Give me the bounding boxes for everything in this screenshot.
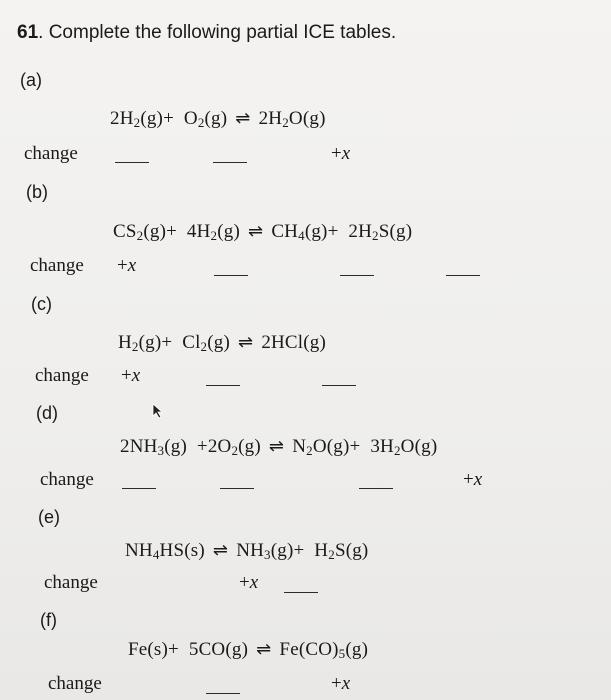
part-d-blank-o2 — [220, 488, 254, 489]
part-e-change-label: change — [44, 572, 98, 593]
part-c-blank-hcl — [322, 385, 356, 386]
part-a-change-label: change — [24, 143, 78, 164]
equilibrium-arrow-icon: ⇌ — [238, 332, 254, 352]
part-c-change-label: change — [35, 365, 89, 386]
part-d-change-h2o: +x — [463, 469, 483, 490]
part-a-label: (a) — [20, 70, 42, 90]
part-d-equation: $2NH_3(g) +2O_2(g)$ ⇌ $N_2O(g)+ 3H_2O(g)$ — [120, 436, 438, 458]
part-e-change-nh3: +x — [239, 572, 259, 593]
question-text: . Complete the following partial ICE tables. — [38, 22, 397, 43]
part-b-change-cs2: +x — [117, 255, 137, 276]
part-d-blank-n2o — [359, 488, 393, 489]
part-d-blank-nh3 — [122, 488, 156, 489]
mouse-pointer-icon — [151, 403, 165, 419]
equilibrium-arrow-icon: ⇌ — [235, 108, 251, 128]
part-d-label: (d) — [36, 403, 58, 423]
part-f-blank-co — [206, 693, 240, 694]
equilibrium-arrow-icon: ⇌ — [256, 639, 272, 659]
part-c-equation: $H_2(g)+ Cl_2(g)$ ⇌ 2HCl(g) — [118, 332, 327, 354]
question-heading — [17, 22, 396, 44]
part-f-change-feco5: +x — [331, 673, 351, 694]
part-a-equation: $2H_2(g)+ O_2(g)$ ⇌ $2H_2O(g)$ — [110, 108, 326, 130]
part-f-change-label: change — [48, 673, 102, 694]
part-b-change-label: change — [30, 255, 84, 276]
part-b-equation: $CS_2(g)+ 4H_2(g)$ ⇌ $CH_4(g)+ 2H_2S(g)$ — [113, 221, 413, 243]
part-a-blank-o2 — [213, 162, 247, 163]
part-c-change-h2: +x — [121, 365, 141, 386]
part-c-blank-cl2 — [206, 385, 240, 386]
part-e-blank-h2s — [284, 592, 318, 593]
part-e-label: (e) — [38, 507, 60, 527]
part-d-change-label: change — [40, 469, 94, 490]
part-f-equation: Fe(s)+ 5CO(g) ⇌ $Fe(CO)_5(g)$ — [128, 639, 369, 661]
part-a-blank-h2 — [115, 162, 149, 163]
equilibrium-arrow-icon: ⇌ — [268, 436, 285, 456]
part-a-change-h2o: +x — [331, 143, 351, 164]
part-f-label: (f) — [40, 610, 57, 630]
part-b-blank-h2 — [214, 275, 248, 276]
question-number: 61 — [17, 22, 39, 43]
part-c-label: (c) — [31, 294, 52, 314]
part-b-label: (b) — [26, 182, 48, 202]
equilibrium-arrow-icon: ⇌ — [248, 221, 264, 241]
part-b-blank-ch4 — [340, 275, 374, 276]
part-e-equation: $NH_4HS(s)$ ⇌ $NH_3(g)+ H_2S(g)$ — [125, 540, 369, 562]
equilibrium-arrow-icon: ⇌ — [212, 540, 229, 560]
part-b-blank-h2s — [446, 275, 480, 276]
